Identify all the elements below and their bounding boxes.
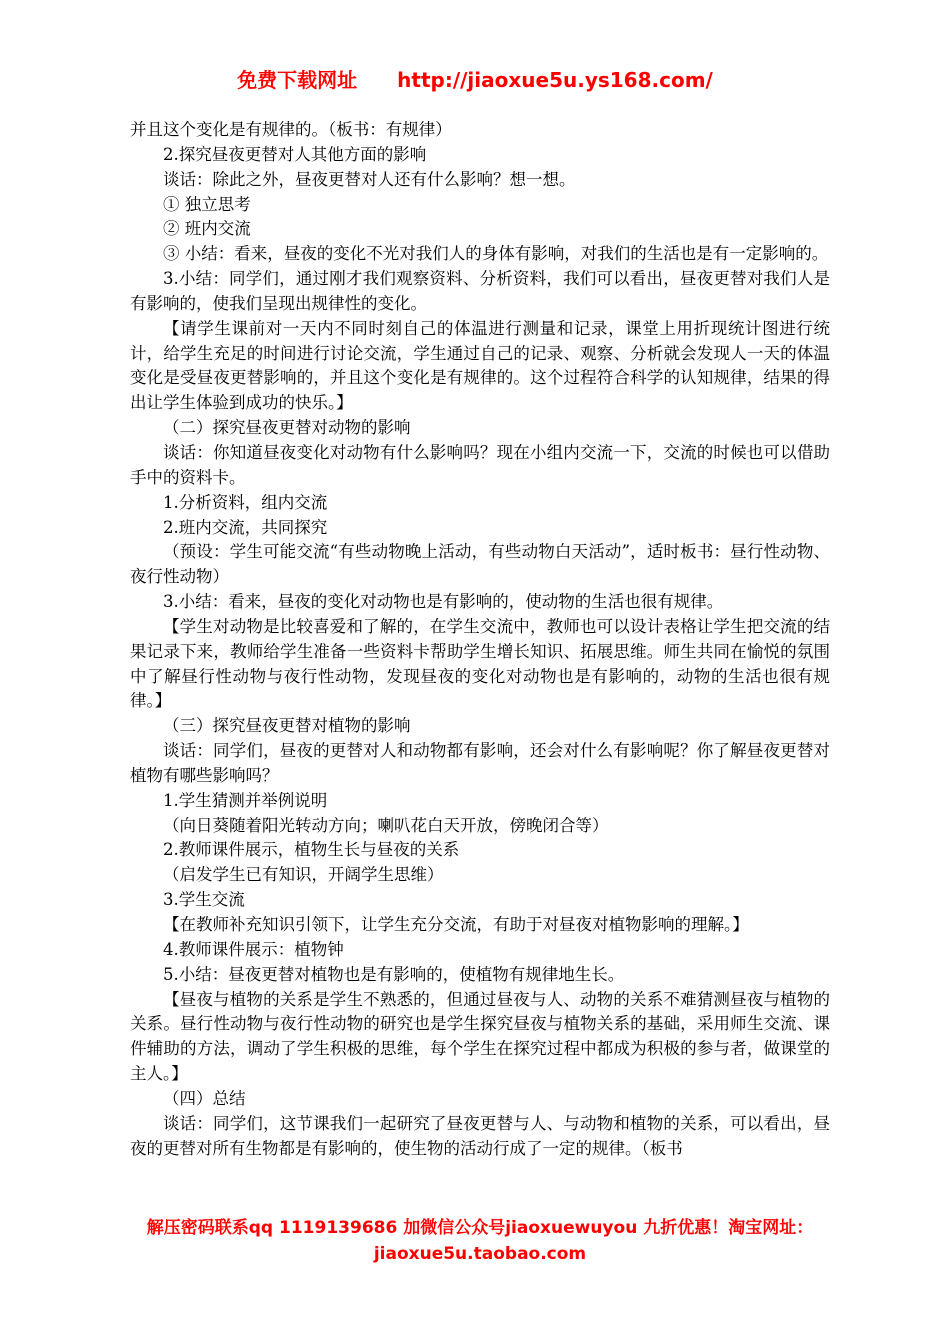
- paragraph: 【昼夜与植物的关系是学生不熟悉的，但通过昼夜与人、动物的关系不难猜测昼夜与植物的关系。昼行性动物与夜行性动物的研究也是学生探究昼夜与植物关系的基础，采用师生交流、课件辅助的方法，调动了学生积极的思维，每个学生在探究过程中都成为积极的参与者，做课堂的主人。】: [130, 989, 830, 1084]
- paragraph: 谈话：你知道昼夜变化对动物有什么影响吗？现在小组内交流一下，交流的时候也可以借助手中的资料卡。: [130, 442, 830, 487]
- paragraph: ② 班内交流: [163, 219, 251, 239]
- paragraph: 2.教师课件展示，植物生长与昼夜的关系: [163, 840, 460, 860]
- paragraph: 4.教师课件展示：植物钟: [163, 939, 344, 959]
- paragraph: 3.小结：同学们，通过刚才我们观察资料、分析资料，我们可以看出，昼夜更替对我们人是有影响的，使我们呈现出规律性的变化。: [130, 269, 830, 313]
- paragraph: 【请学生课前对一天内不同时刻自己的体温进行测量和记录，课堂上用折现统计图进行统计，给学生充足的时间进行讨论交流，学生通过自己的记录、观察、分析就会发现人一天的体温变化是受昼夜更替影响的，并且这个变化是有规律的。这个过程符合科学的认知规律，结果的得出让学生体验到成功的快乐。】: [130, 318, 830, 413]
- paragraph: （三）探究昼夜更替对植物的影响: [163, 716, 411, 736]
- paragraph: 谈话：同学们，这节课我们一起研究了昼夜更替与人、与动物和植物的关系，可以看出，昼夜的更替对所有生物都是有影响的，使生物的活动行成了一定的规律。（板书: [130, 1113, 830, 1158]
- paragraph: 1.学生猜测并举例说明: [163, 790, 328, 810]
- paragraph: 2.班内交流，共同探究: [163, 517, 328, 537]
- paragraph: 谈话：除此之外，昼夜更替对人还有什么影响？想一想。: [163, 169, 576, 189]
- paragraph: 【在教师补充知识引领下，让学生充分交流，有助于对昼夜对植物影响的理解。】: [163, 915, 749, 934]
- paragraph: （向日葵随着阳光转动方向；喇叭花白天开放，傍晚闭合等）: [163, 815, 609, 835]
- paragraph: ③ 小结：看来，昼夜的变化不光对我们人的身体有影响，对我们的生活也是有一定影响的。: [163, 244, 829, 264]
- paragraph: 【学生对动物是比较喜爱和了解的，在学生交流中，教师也可以设计表格让学生把交流的结果记录下来，教师给学生准备一些资料卡帮助学生增长知识、拓展思维。师生共同在愉悦的氛围中了解昼行性动物与夜行性动物，发现昼夜的变化对动物也是有影响的，动物的生活也很有规律。】: [130, 616, 830, 711]
- paragraph: （启发学生已有知识，开阔学生思维）: [163, 865, 444, 885]
- document-body: [130, 118, 830, 1161]
- paragraph: （预设：学生可能交流“有些动物晚上活动，有些动物白天活动”，适时板书：昼行性动物、夜行性动物）: [130, 542, 830, 587]
- paragraph: （二）探究昼夜更替对动物的影响: [163, 418, 411, 438]
- paragraph: 3.学生交流: [163, 890, 245, 910]
- header-label: 免费下载网址: [237, 68, 358, 92]
- paragraph: 5.小结：昼夜更替对植物也是有影响的，使植物有规律地生长。: [163, 964, 625, 984]
- footer-notice: 解压密码联系qq 1119139686 加微信公众号jiaoxuewuyou 九折优惠！淘宝网址：jiaoxue5u.taobao.com: [146, 1218, 814, 1264]
- paragraph: 并且这个变化是有规律的。（板书：有规律）: [130, 120, 452, 139]
- paragraph: 1.分析资料，组内交流: [163, 492, 328, 512]
- paragraph: 2.探究昼夜更替对人其他方面的影响: [163, 144, 427, 164]
- header-url-link[interactable]: http://jiaoxue5u.ys168.com/: [397, 68, 713, 92]
- paragraph: ① 独立思考: [163, 194, 251, 214]
- paragraph: 3.小结：看来，昼夜的变化对动物也是有影响的，使动物的生活也很有规律。: [163, 592, 724, 612]
- paragraph: （四）总结: [163, 1088, 246, 1108]
- page-footer: [130, 1215, 830, 1267]
- paragraph: 谈话：同学们，昼夜的更替对人和动物都有影响，还会对什么有影响呢？你了解昼夜更替对植物有哪些影响吗？: [130, 741, 830, 785]
- page-header: [0, 66, 950, 94]
